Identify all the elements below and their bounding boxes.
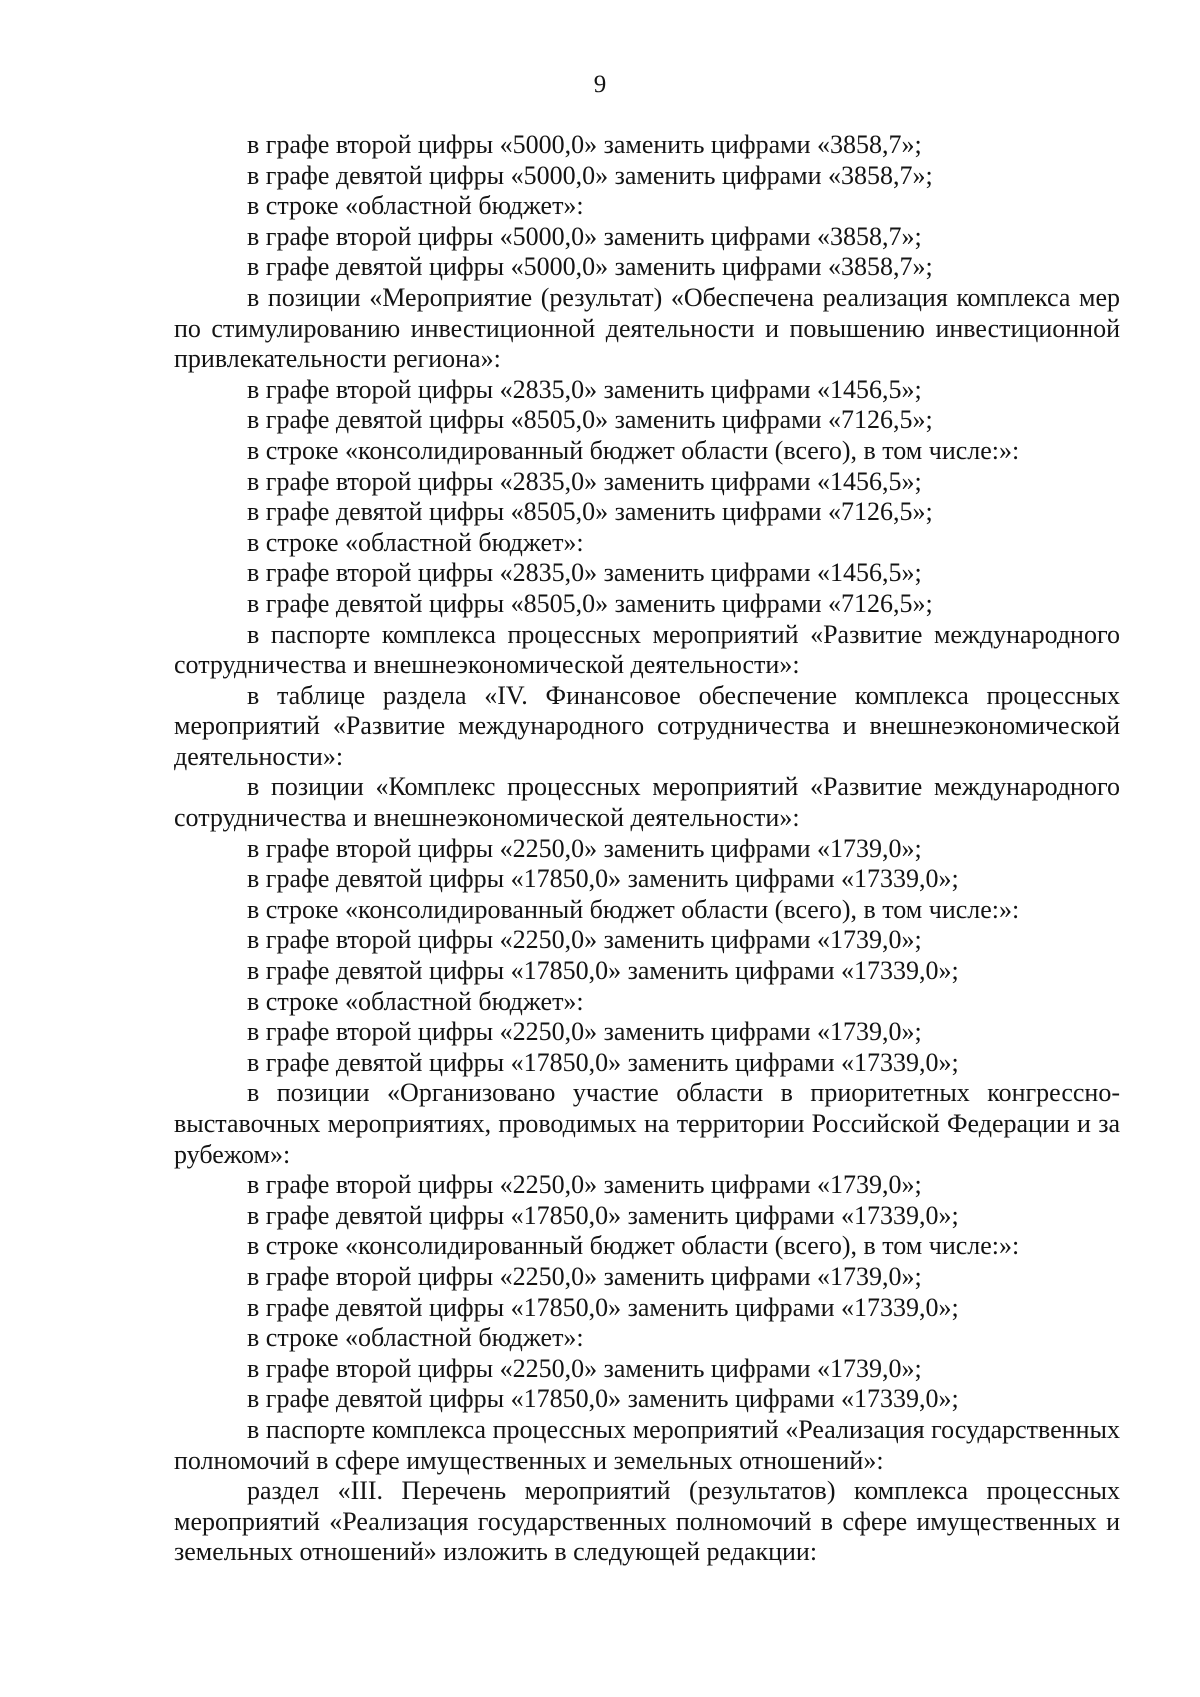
paragraph-26: в позиции «Организовано участие области в приоритетных конгрессно-выставочных мероприятиях, проводимых на территории Российской Федерации и за рубежом»: [174,1078,1120,1169]
paragraph-36: раздел «III. Перечень мероприятий (результатов) комплекса процессных мероприятий «Реализация государственных полномочий в сфере имущественных и земельных отношений» изложить в следующей редакции: [174,1476,1120,1567]
paragraph-27: в графе второй цифры «2250,0» заменить цифрами «1739,0»; [247,1170,922,1200]
paragraph-1: в графе второй цифры «5000,0» заменить цифрами «3858,7»; [247,130,922,159]
paragraph-4: в графе второй цифры «5000,0» заменить цифрами «3858,7»; [247,221,922,251]
paragraph-14: в графе девятой цифры «8505,0» заменить цифрами «7126,5»; [247,588,933,618]
paragraph-7: в графе второй цифры «2835,0» заменить цифрами «1456,5»; [247,374,922,404]
paragraph-35: в паспорте комплекса процессных мероприятий «Реализация государственных полномочий в сфере имущественных и земельных отношений»: [174,1414,1120,1475]
paragraph-34: в графе девятой цифры «17850,0» заменить цифрами «17339,0»; [247,1384,959,1414]
paragraph-11: в графе девятой цифры «8505,0» заменить цифрами «7126,5»; [247,497,933,527]
paragraph-19: в графе девятой цифры «17850,0» заменить цифрами «17339,0»; [247,864,959,894]
paragraph-9: в строке «консолидированный бюджет области (всего), в том числе:»: [247,435,1020,465]
page-number: 9 [593,71,607,98]
paragraph-5: в графе девятой цифры «5000,0» заменить цифрами «3858,7»; [247,252,933,282]
paragraph-29: в строке «консолидированный бюджет области (всего), в том числе:»: [247,1231,1020,1261]
paragraph-23: в строке «областной бюджет»: [247,986,584,1016]
paragraph-32: в строке «областной бюджет»: [247,1323,584,1353]
paragraph-8: в графе девятой цифры «8505,0» заменить цифрами «7126,5»; [247,405,933,435]
paragraph-18: в графе второй цифры «2250,0» заменить цифрами «1739,0»; [247,833,922,863]
paragraph-16: в таблице раздела «IV. Финансовое обеспечение комплекса процессных мероприятий «Развитие международного сотрудничества и внешнеэкономической деятельности»: [174,680,1120,771]
paragraph-3: в строке «областной бюджет»: [247,191,584,221]
paragraph-30: в графе второй цифры «2250,0» заменить цифрами «1739,0»; [247,1261,922,1291]
paragraph-13: в графе второй цифры «2835,0» заменить цифрами «1456,5»; [247,558,922,588]
paragraph-28: в графе девятой цифры «17850,0» заменить цифрами «17339,0»; [247,1200,959,1230]
paragraph-22: в графе девятой цифры «17850,0» заменить цифрами «17339,0»; [247,956,959,986]
paragraph-25: в графе девятой цифры «17850,0» заменить цифрами «17339,0»; [247,1047,959,1077]
paragraph-15: в паспорте комплекса процессных мероприятий «Развитие международного сотрудничества и внешнеэкономической деятельности»: [174,619,1120,680]
paragraph-24: в графе второй цифры «2250,0» заменить цифрами «1739,0»; [247,1017,922,1047]
paragraph-2: в графе девятой цифры «5000,0» заменить цифрами «3858,7»; [247,160,933,190]
paragraph-20: в строке «консолидированный бюджет области (всего), в том числе:»: [247,894,1020,924]
paragraph-21: в графе второй цифры «2250,0» заменить цифрами «1739,0»; [247,925,922,955]
paragraph-12: в строке «областной бюджет»: [247,527,584,557]
paragraph-6: в позиции «Мероприятие (результат) «Обеспечена реализация комплекса мер по стимулированию инвестиционной деятельности и повышению инвестиционной привлекательности региона»: [174,282,1120,374]
document-body [174,130,1120,1568]
paragraph-17: в позиции «Комплекс процессных мероприятий «Развитие международного сотрудничества и внешнеэкономической деятельности»: [174,772,1120,833]
paragraph-33: в графе второй цифры «2250,0» заменить цифрами «1739,0»; [247,1353,922,1383]
paragraph-31: в графе девятой цифры «17850,0» заменить цифрами «17339,0»; [247,1292,959,1322]
paragraph-10: в графе второй цифры «2835,0» заменить цифрами «1456,5»; [247,466,922,496]
